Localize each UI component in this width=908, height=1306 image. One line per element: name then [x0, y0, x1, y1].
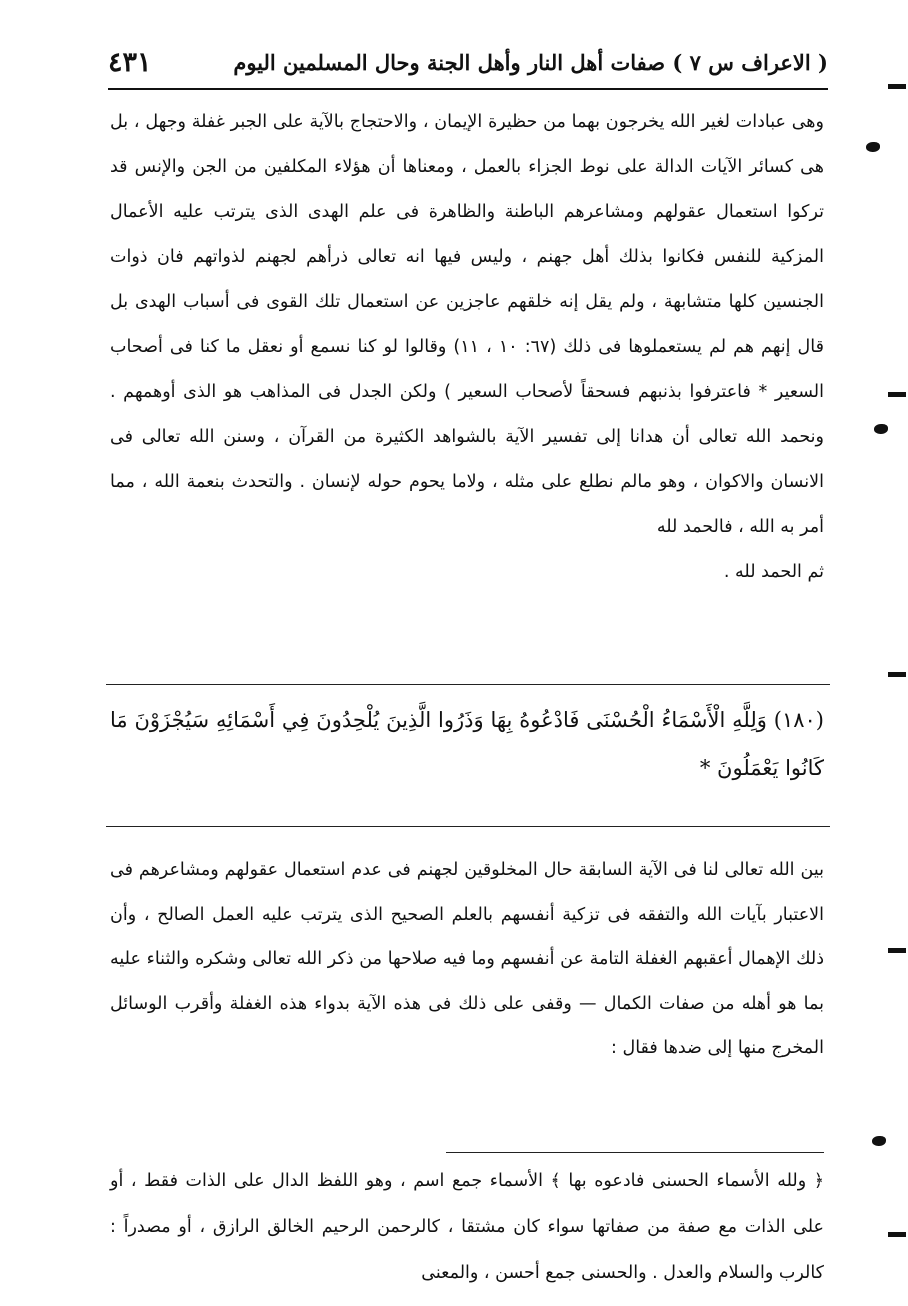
scan-mark [888, 948, 906, 953]
section-rule [446, 1152, 824, 1153]
scan-mark [888, 672, 906, 677]
scan-speck [874, 424, 888, 434]
verse-top-rule [106, 684, 830, 685]
running-title: ( الاعراف س ٧ ) صفات أهل النار وأهل الجنة وحال المسلمين اليوم [233, 49, 828, 75]
tafsir-paragraph: بين الله تعالى لنا فى الآية السابقة حال المخلوقين لجهنم فى عدم استعمال عقولهم ومشاعرهم فى الاعتبار بآيات الله والتفقه فى تزكية أنفسهم بالعلم الصحيح الذى يترتب عليه العمل الصالح ، وأن ذلك الإهمال أعقبهم الغفلة التامة عن أنفسهم وما فيه صلاحها من ذكر الله تعالى وشكره والثناء عليه بما هو أهله من صفات الكمال — وقفى على ذلك فى هذه الآية بدواء هذه الغفلة وأقرب الوسائل المخرج منها إلى ضدها فقال : [110, 860, 824, 1058]
scan-speck [866, 142, 880, 152]
verse-bottom-rule [106, 826, 830, 827]
commentary-paragraph: ثم الحمد لله . [723, 562, 824, 582]
verse-text: (١٨٠) وَلِلَّهِ الْأَسْمَاءُ الْحُسْنَى فَادْعُوهُ بِهَا وَذَرُوا الَّذِينَ يُلْحِدُونَ فِي أَسْمَائِهِ سَيُجْزَوْنَ مَا كَانُوا يَعْمَلُونَ * [110, 708, 824, 780]
section-text [110, 1158, 824, 1296]
tafsir-text [110, 848, 824, 1071]
scan-mark [888, 84, 906, 89]
scan-mark [888, 392, 906, 397]
scan-speck [872, 1136, 886, 1146]
section-paragraph: ﴿ ولله الأسماء الحسنى فادعوه بها ﴾ الأسماء جمع اسم ، وهو اللفظ الدال على الذات فقط ، أو على الذات مع صفة من صفاتها سواء كان مشتقا ، كالرحمن الرحيم الخالق الرازق ، أو مصدراً : كالرب والسلام والعدل . والحسنى جمع أحسن ، والمعنى [110, 1171, 824, 1283]
commentary-text [110, 100, 824, 595]
commentary-paragraph: وهى عبادات لغير الله يخرجون بهما من حظيرة الإيمان ، والاحتجاج بالآية على الجبر غفلة وجهل ، بل هى كسائر الآيات الدالة على نوط الجزاء بالعمل ، ومعناها أن هؤلاء المكلفين من الجن والإنس قد تركوا استعمال عقولهم ومشاعرهم الباطنة والظاهرة فى علم الهدى الذى يترتب عليه الأعمال المزكية للنفس فكانوا بذلك أهل جهنم ، وليس فيها انه تعالى ذرأهم لجهنم لذواتهم فان ذوات الجنسين كلها متشابهة ، ولم يقل إنه خلقهم عاجزين عن استعمال تلك القوى فى أسباب الهدى بل قال إنهم هم لم يستعملوها فى ذلك (٦٧: ١٠ ، ١١) وقالوا لو كنا نسمع أو نعقل ما كنا فى أصحاب السعير * فاعترفوا بذنبهم فسحقاً لأصحاب السعير ) ولكن الجدل فى المذاهب هو الذى أوهمهم . ونحمد الله تعالى أن هدانا إلى تفسير الآية بالشواهد الكثيرة من القرآن ، وسنن الله تعالى فى الانسان والاكوان ، وهو مالم نطلع على مثله ، ولاما يحوم حوله لإنسان . والتحدث بنعمة الله ، مما أمر به الله ، فالحمد لله [110, 112, 824, 537]
scan-mark [888, 1232, 906, 1237]
quran-verse [110, 696, 824, 792]
header-rule [108, 88, 828, 90]
page-number: ٤٣١ [108, 46, 152, 78]
page-header [108, 40, 828, 84]
